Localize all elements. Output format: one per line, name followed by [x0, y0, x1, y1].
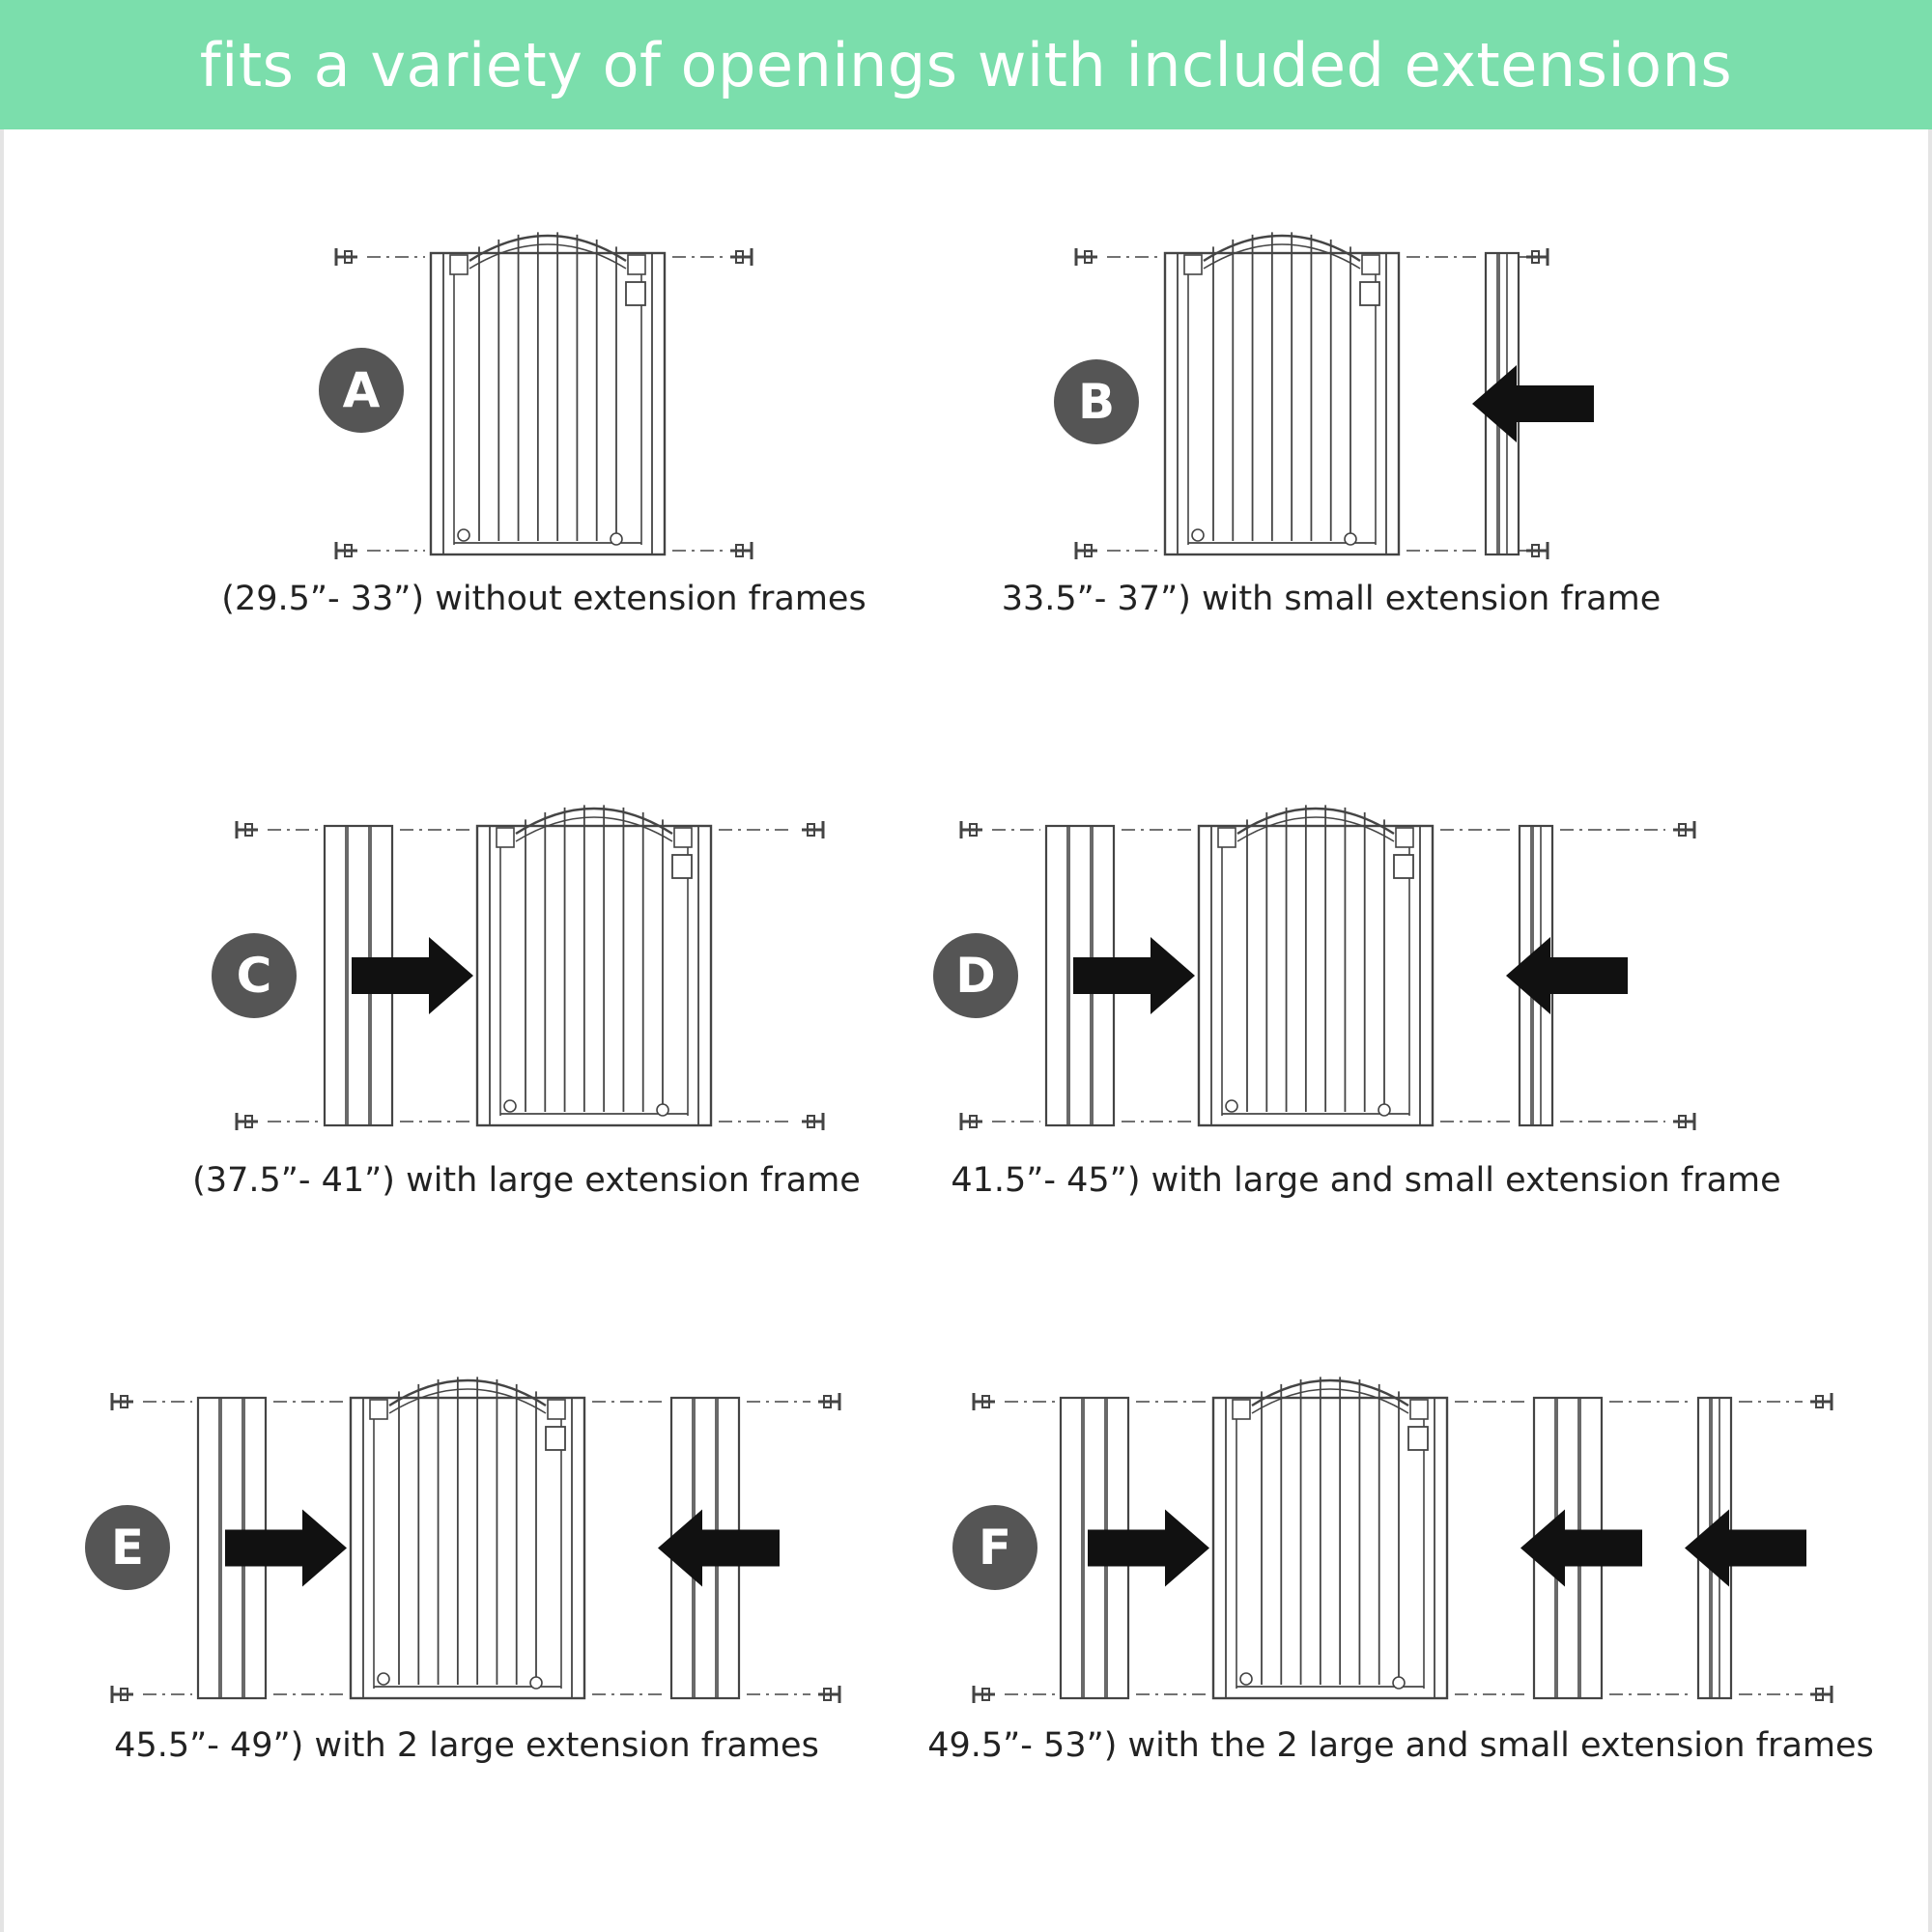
- page-title: fits a variety of openings with included extensions: [199, 29, 1733, 100]
- gate-frame: [1199, 805, 1433, 1125]
- config-b: [1054, 232, 1594, 559]
- mounting-bolt-icon: [818, 1686, 839, 1703]
- config-e: [85, 1377, 839, 1703]
- config-c: [212, 805, 823, 1130]
- gate-frame: [1213, 1377, 1447, 1698]
- caption-b: 33.5”- 37”) with small extension frame: [1001, 580, 1662, 618]
- hinge-pin-icon: [1226, 1100, 1237, 1112]
- mounting-bolt-icon: [1526, 542, 1548, 559]
- mounting-bolt-icon: [1076, 542, 1097, 559]
- caption-a: (29.5”- 33”) without extension frames: [221, 580, 867, 618]
- mounting-bolt-icon: [112, 1686, 133, 1703]
- badge-f: [952, 1505, 1037, 1590]
- stopper-icon: [1393, 1677, 1405, 1689]
- mounting-bolt-icon: [730, 248, 752, 266]
- stopper-icon: [530, 1677, 542, 1689]
- mounting-bolt-icon: [1673, 821, 1694, 838]
- mounting-bolt-icon: [802, 1113, 823, 1130]
- latch-icon: [1360, 282, 1379, 305]
- latch-icon: [1394, 855, 1413, 878]
- hinge-pin-icon: [1240, 1673, 1252, 1685]
- mounting-bolt-icon: [237, 821, 258, 838]
- caption-e: 45.5”- 49”) with 2 large extension frames: [114, 1726, 819, 1765]
- mounting-bolt-icon: [1810, 1393, 1832, 1410]
- badge-c: [212, 933, 297, 1018]
- mounting-bolt-icon: [336, 542, 357, 559]
- latch-icon: [626, 282, 645, 305]
- mounting-bolt-icon: [1076, 248, 1097, 266]
- badge-a: [319, 348, 404, 433]
- caption-d: 41.5”- 45”) with large and small extension frame: [951, 1161, 1781, 1200]
- stopper-icon: [1378, 1104, 1390, 1116]
- hinge-pin-icon: [1192, 529, 1204, 541]
- mounting-bolt-icon: [802, 821, 823, 838]
- hinge-pin-icon: [378, 1673, 389, 1685]
- latch-icon: [546, 1427, 565, 1450]
- stopper-icon: [657, 1104, 668, 1116]
- mounting-bolt-icon: [1810, 1686, 1832, 1703]
- stopper-icon: [611, 533, 622, 545]
- mounting-bolt-icon: [1673, 1113, 1694, 1130]
- hinge-icon: [1362, 255, 1379, 274]
- svg-text:F: F: [978, 1520, 1012, 1576]
- latch-icon: [1408, 1427, 1428, 1450]
- mounting-bolt-icon: [974, 1686, 995, 1703]
- badge-d: [933, 933, 1018, 1018]
- hinge-icon: [548, 1400, 565, 1419]
- caption-c: (37.5”- 41”) with large extension frame: [192, 1161, 861, 1200]
- hinge-icon: [450, 255, 468, 274]
- hinge-icon: [370, 1400, 387, 1419]
- hinge-icon: [497, 828, 514, 847]
- hinge-pin-icon: [458, 529, 469, 541]
- caption-f: 49.5”- 53”) with the 2 large and small extension frames: [927, 1726, 1874, 1765]
- hinge-pin-icon: [504, 1100, 516, 1112]
- svg-text:A: A: [342, 362, 381, 418]
- mounting-bolt-icon: [112, 1393, 133, 1410]
- mounting-bolt-icon: [961, 1113, 982, 1130]
- hinge-icon: [1218, 828, 1236, 847]
- gate-frame: [477, 805, 711, 1125]
- config-d: [933, 805, 1694, 1130]
- svg-text:C: C: [236, 948, 272, 1004]
- mounting-bolt-icon: [961, 821, 982, 838]
- mounting-bolt-icon: [336, 248, 357, 266]
- config-f: [952, 1377, 1832, 1703]
- mounting-bolt-icon: [237, 1113, 258, 1130]
- mounting-bolt-icon: [818, 1393, 839, 1410]
- gate-frame: [1165, 232, 1399, 554]
- hinge-icon: [1396, 828, 1413, 847]
- svg-text:E: E: [110, 1520, 145, 1576]
- hinge-icon: [628, 255, 645, 274]
- hinge-icon: [1233, 1400, 1250, 1419]
- mounting-bolt-icon: [1526, 248, 1548, 266]
- hinge-icon: [674, 828, 692, 847]
- stopper-icon: [1345, 533, 1356, 545]
- config-a: [319, 232, 752, 559]
- gate-frame: [351, 1377, 584, 1698]
- mounting-bolt-icon: [730, 542, 752, 559]
- hinge-icon: [1184, 255, 1202, 274]
- svg-text:D: D: [955, 948, 996, 1004]
- mounting-bolt-icon: [974, 1393, 995, 1410]
- gate-frame: [431, 232, 665, 554]
- latch-icon: [672, 855, 692, 878]
- badge-e: [85, 1505, 170, 1590]
- hinge-icon: [1410, 1400, 1428, 1419]
- svg-text:B: B: [1077, 374, 1116, 430]
- badge-b: [1054, 359, 1139, 444]
